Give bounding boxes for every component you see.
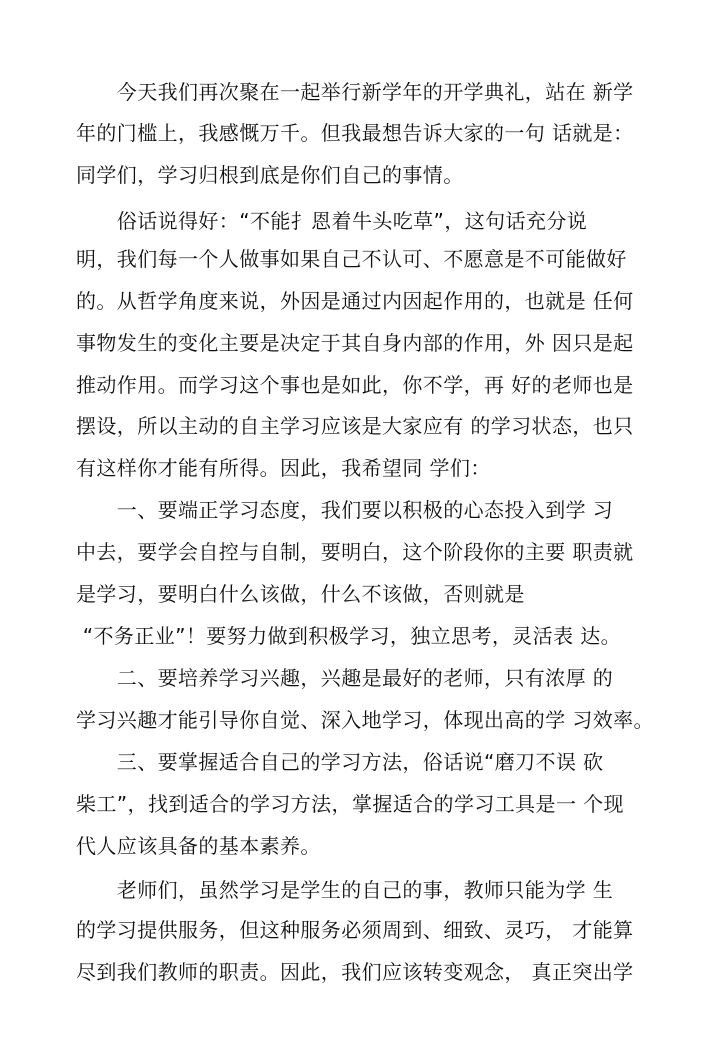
text-line: 三、要掌握适合自己的学习方法，俗话说“磨刀不误 砍 — [76, 750, 604, 774]
text-line: 俗话说得好：“不能扌恩着牛头吃草”，这句话充分说 — [76, 209, 588, 233]
text-line: 二、要培养学习兴趣，兴趣是最好的老师，只有浓厚 的 — [76, 666, 614, 690]
text-line: 学习兴趣才能引导你自觉、深入地学习，体现出高的学 习效率。 — [76, 708, 654, 732]
text-line: 是学习，要明白什么该做，什么不该做，否则就是 — [76, 582, 525, 606]
text-line: 年的门槛上，我感慨万千。但我最想告诉大家的一句 话就是： — [76, 121, 634, 145]
text-line: 柴工”，找到适合的学习方法，掌握适合的学习工具是一 个现 — [76, 792, 624, 816]
text-line: “不务正业”！要努力做到积极学习，独立思考，灵活表 达。 — [76, 624, 622, 648]
text-line: 今天我们再次聚在一起举行新学年的开学典礼，站在 新学 — [76, 80, 634, 104]
text-line: 中去，要学会自控与自制，要明白，这个阶段你的主要 职责就 — [76, 540, 634, 564]
text-line: 摆设，所以主动的自主学习应该是大家应有 的学习状态，也只 — [76, 414, 634, 438]
text-line: 推动作用。而学习这个事也是如此，你不学，再 好的老师也是 — [76, 373, 634, 397]
text-line: 老师们，虽然学习是学生的自己的事，教师只能为学 生 — [76, 878, 614, 902]
text-line: 事物发生的变化主要是决定于其自身内部的作用，外 因只是起 — [76, 331, 634, 355]
text-line: 的。从哲学角度来说，外因是通过内因起作用的，也就是 任何 — [76, 289, 634, 313]
text-line: 一、要端正学习态度，我们要以积极的心态投入到学 习 — [76, 498, 614, 522]
text-line: 明，我们每一个人做事如果自己不认可、不愿意是不可能做好 — [76, 247, 627, 271]
text-line: 代人应该具备的基本素养。 — [76, 834, 321, 858]
text-line: 有这样你才能有所得。因此，我希望同 学们： — [76, 456, 491, 480]
text-line: 同学们，学习归根到底是你们自己的事情。 — [76, 163, 464, 187]
text-line: 的学习提供服务，但这种服务必须周到、细致、灵巧， 才能算 — [76, 918, 634, 942]
text-line: 尽到我们教师的职责。因此，我们应该转变观念， 真正突出学 — [76, 960, 634, 984]
